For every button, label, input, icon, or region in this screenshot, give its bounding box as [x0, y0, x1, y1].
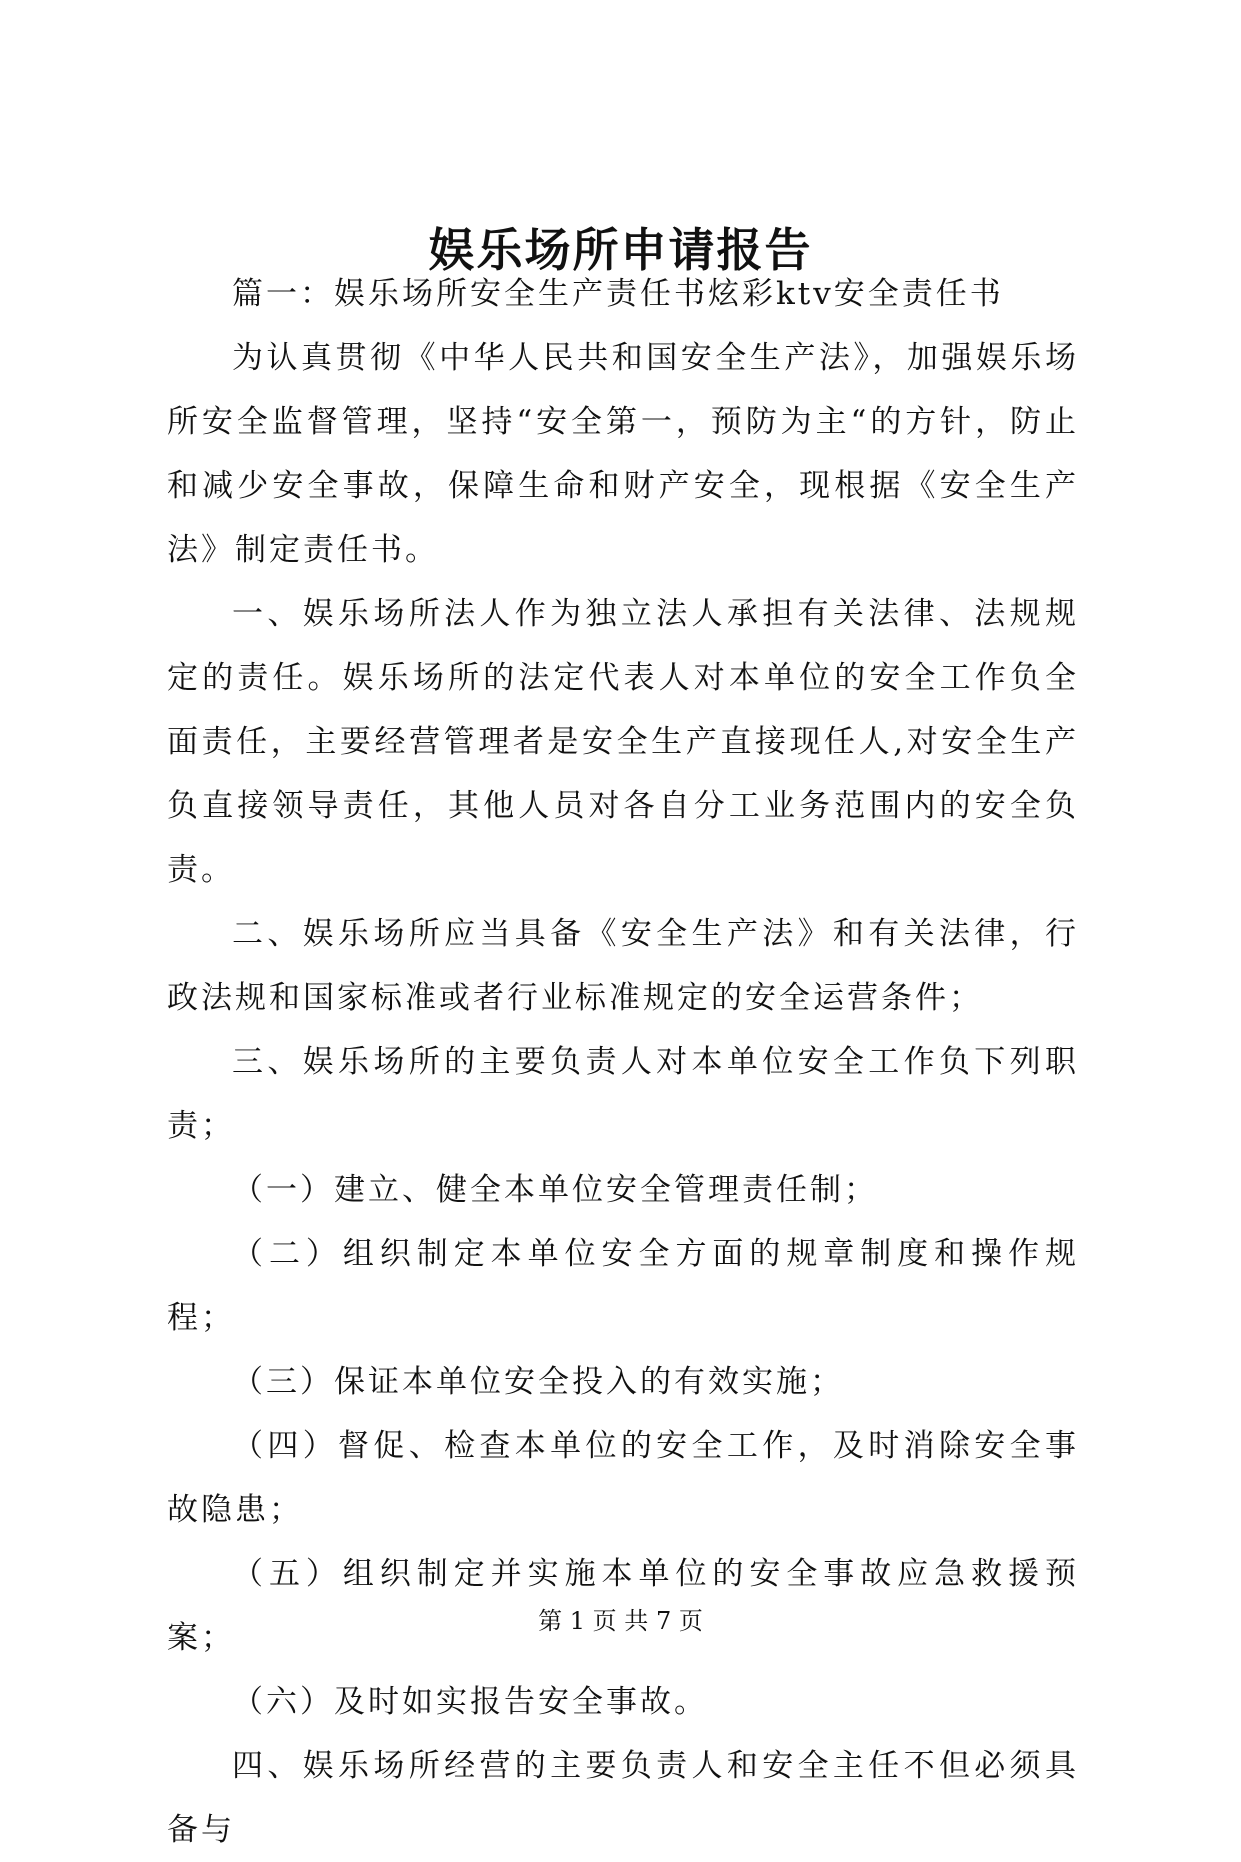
list-item-4: （四）督促、检查本单位的安全工作，及时消除安全事故隐患； — [167, 1428, 1079, 1528]
paragraph-intro: 为认真贯彻《中华人民共和国安全生产法》，加强娱乐场所安全监督管理，坚持“安全第一，预防为主“的方针，防止和减少安全事故，保障生命和财产安全，现根据《安全生产法》制定责任书。 — [167, 340, 1079, 568]
paragraph-subtitle: 篇一：娱乐场所安全生产责任书炫彩ktv安全责任书 — [232, 276, 1004, 312]
paragraph-section-4: 四、娱乐场所经营的主要负责人和安全主任不但必须具备与 — [167, 1748, 1079, 1848]
page-footer: 第 1 页 共 7 页 — [538, 1607, 703, 1635]
paragraph-section-1: 一、娱乐场所法人作为独立法人承担有关法律、法规规定的责任。娱乐场所的法定代表人对本单位的安全工作负全面责任，主要经营管理者是安全生产直接现任人,对安全生产负直接领导责任，其他人员对各自分工业务范围内的安全负责。 — [167, 596, 1079, 888]
document-title: 娱乐场所申请报告 — [428, 223, 813, 277]
paragraph-section-3: 三、娱乐场所的主要负责人对本单位安全工作负下列职责； — [167, 1044, 1079, 1144]
list-item-1: （一）建立、健全本单位安全管理责任制； — [232, 1172, 878, 1208]
paragraph-section-2: 二、娱乐场所应当具备《安全生产法》和有关法律，行政法规和国家标准或者行业标准规定的安全运营条件； — [167, 916, 1079, 1016]
list-item-6: （六）及时如实报告安全事故。 — [232, 1684, 708, 1720]
list-item-2: （二）组织制定本单位安全方面的规章制度和操作规程； — [167, 1236, 1079, 1336]
list-item-5: （五）组织制定并实施本单位的安全事故应急救援预案； — [167, 1556, 1079, 1656]
list-item-3: （三）保证本单位安全投入的有效实施； — [232, 1364, 844, 1400]
